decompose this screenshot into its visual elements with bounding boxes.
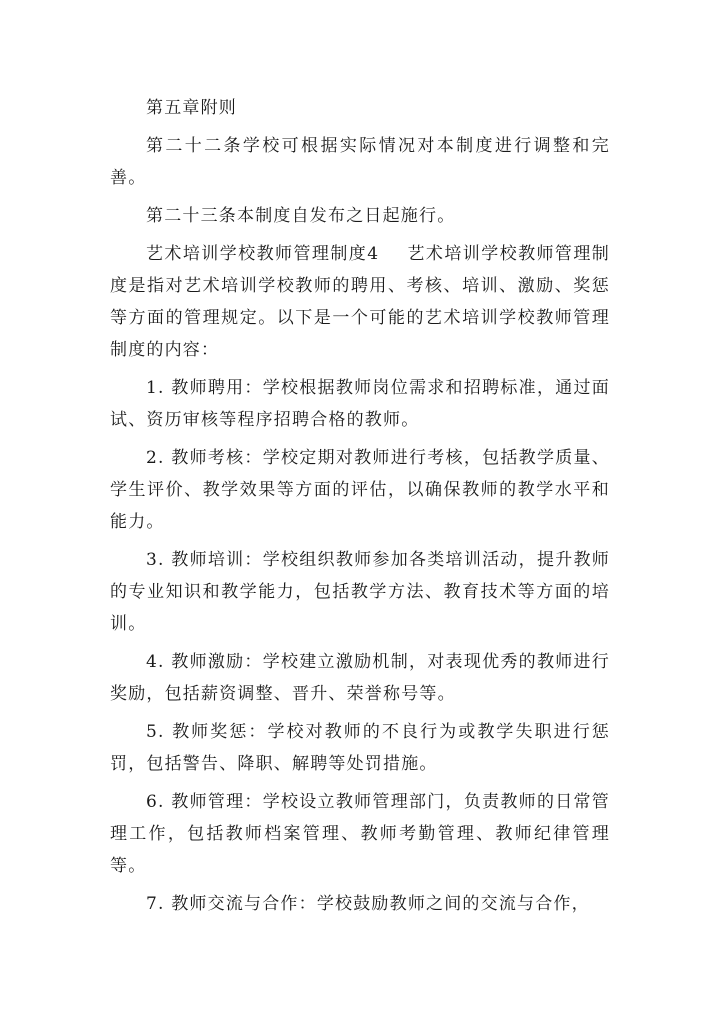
item-2-evaluation: 2. 教师考核：学校定期对教师进行考核，包括教学质量、学生评价、教学效果等方面的评估，以确保教师的教学水平和能力。 xyxy=(110,448,610,532)
chapter-heading: 第五章附则 xyxy=(146,98,237,118)
item-1-hiring: 1. 教师聘用：学校根据教师岗位需求和招聘标准，通过面试、资历审核等程序招聘合格的教师。 xyxy=(110,378,610,430)
item-5-rewards-penalties: 5. 教师奖惩：学校对教师的不良行为或教学失职进行惩罚，包括警告、降职、解聘等处罚措施。 xyxy=(110,722,610,774)
article-23: 第二十三条本制度自发布之日起施行。 xyxy=(146,206,456,226)
article-22: 第二十二条学校可根据实际情况对本制度进行调整和完善。 xyxy=(110,136,610,188)
item-3-training: 3. 教师培训：学校组织教师参加各类培训活动，提升教师的专业知识和教学能力，包括教学方法、教育技术等方面的培训。 xyxy=(110,550,610,634)
document-page xyxy=(110,92,610,920)
item-7-exchange: 7. 教师交流与合作：学校鼓励教师之间的交流与合作， xyxy=(146,894,590,914)
item-6-management: 6. 教师管理：学校设立教师管理部门，负责教师的日常管理工作，包括教师档案管理、教师考勤管理、教师纪律管理等。 xyxy=(110,792,610,876)
item-4-incentive: 4. 教师激励：学校建立激励机制，对表现优秀的教师进行奖励，包括薪资调整、晋升、荣誉称号等。 xyxy=(110,652,610,704)
section-title-paragraph xyxy=(110,238,610,366)
section-title: 艺术培训学校教师管理制度4 xyxy=(146,244,380,264)
intro-text: 艺术培训学校教师管理制度是指对艺术培训学校教师的聘用、考核、培训、激励、奖惩等方面的管理规定。以下是一个可能的艺术培训学校教师管理制度的内容： xyxy=(110,244,611,360)
